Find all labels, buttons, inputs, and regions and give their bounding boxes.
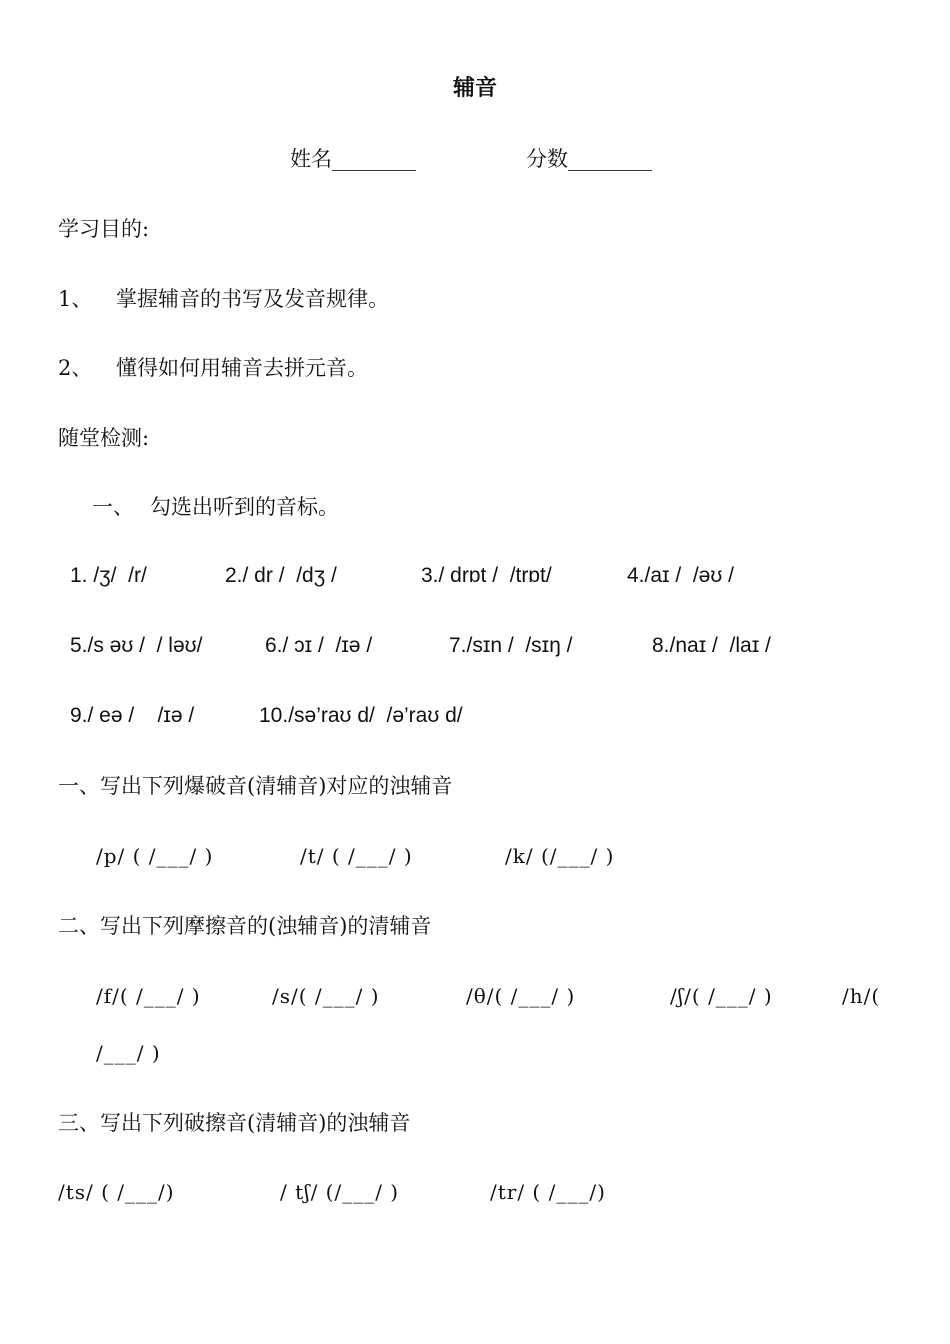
ipa-choice-item[interactable]: 9./ eə / /ɪə / <box>70 704 195 727</box>
objectives-heading: 学习目的: <box>58 217 150 241</box>
exercise-blank[interactable]: /θ/( /___/ ) <box>466 984 576 1008</box>
exercise-blank[interactable]: /k/ (/___/ ) <box>505 844 615 868</box>
ipa-choice-item[interactable]: 8./naɪ / /laɪ / <box>652 634 771 657</box>
part-instruction: 勾选出听到的音标。 <box>150 495 339 519</box>
exercise-blank[interactable]: /ʃ/( /___/ ) <box>670 984 773 1008</box>
exercise-blank[interactable]: /f/( /___/ ) <box>96 984 201 1008</box>
objective-text: 懂得如何用辅音去拼元音。 <box>116 356 368 380</box>
exercise-blank[interactable]: / tʃ/ (/___/ ) <box>280 1180 400 1204</box>
objective-number: 2、 <box>58 356 93 380</box>
page-title: 辅音 <box>452 76 497 101</box>
ipa-choice-item[interactable]: 3./ drɒt / /trɒt/ <box>421 564 552 587</box>
exercise-blank[interactable]: /s/( /___/ ) <box>272 984 380 1008</box>
score-field[interactable]: 分数________ <box>526 147 652 171</box>
exercise-blank[interactable]: /t/ ( /___/ ) <box>300 844 413 868</box>
exercise-blank[interactable]: /p/ ( /___/ ) <box>96 844 214 868</box>
part-number: 一、 <box>92 495 134 519</box>
ipa-choice-item[interactable]: 4./aɪ / /əʊ / <box>627 564 734 587</box>
exercise-blank[interactable]: /h/( <box>842 984 881 1008</box>
exercise-blank[interactable]: /___/ ) <box>96 1041 161 1065</box>
ipa-choice-item[interactable]: 6./ ɔɪ / /ɪə / <box>265 634 373 657</box>
exercise-blank[interactable]: /tr/ ( /___/) <box>490 1180 606 1204</box>
ipa-choice-item[interactable]: 2./ dr / /dʒ / <box>225 564 337 587</box>
ipa-choice-item[interactable]: 7./sɪn / /sɪŋ / <box>449 634 573 657</box>
exercise-blank[interactable]: /ts/ ( /___/) <box>58 1180 175 1204</box>
exercise-heading: 二、写出下列摩擦音的(浊辅音)的清辅音 <box>58 914 432 938</box>
objective-number: 1、 <box>58 287 93 311</box>
name-field[interactable]: 姓名________ <box>290 147 416 171</box>
check-heading: 随堂检测: <box>58 426 150 450</box>
ipa-choice-item[interactable]: 10./sə’raʊ d/ /ə’raʊ d/ <box>259 704 463 727</box>
ipa-choice-item[interactable]: 1. /ʒ/ /r/ <box>70 564 147 587</box>
objective-text: 掌握辅音的书写及发音规律。 <box>116 287 389 311</box>
exercise-heading: 一、写出下列爆破音(清辅音)对应的浊辅音 <box>58 774 453 798</box>
exercise-heading: 三、写出下列破擦音(清辅音)的浊辅音 <box>58 1111 411 1135</box>
ipa-choice-item[interactable]: 5./s əʊ / / ləʊ/ <box>70 634 203 657</box>
